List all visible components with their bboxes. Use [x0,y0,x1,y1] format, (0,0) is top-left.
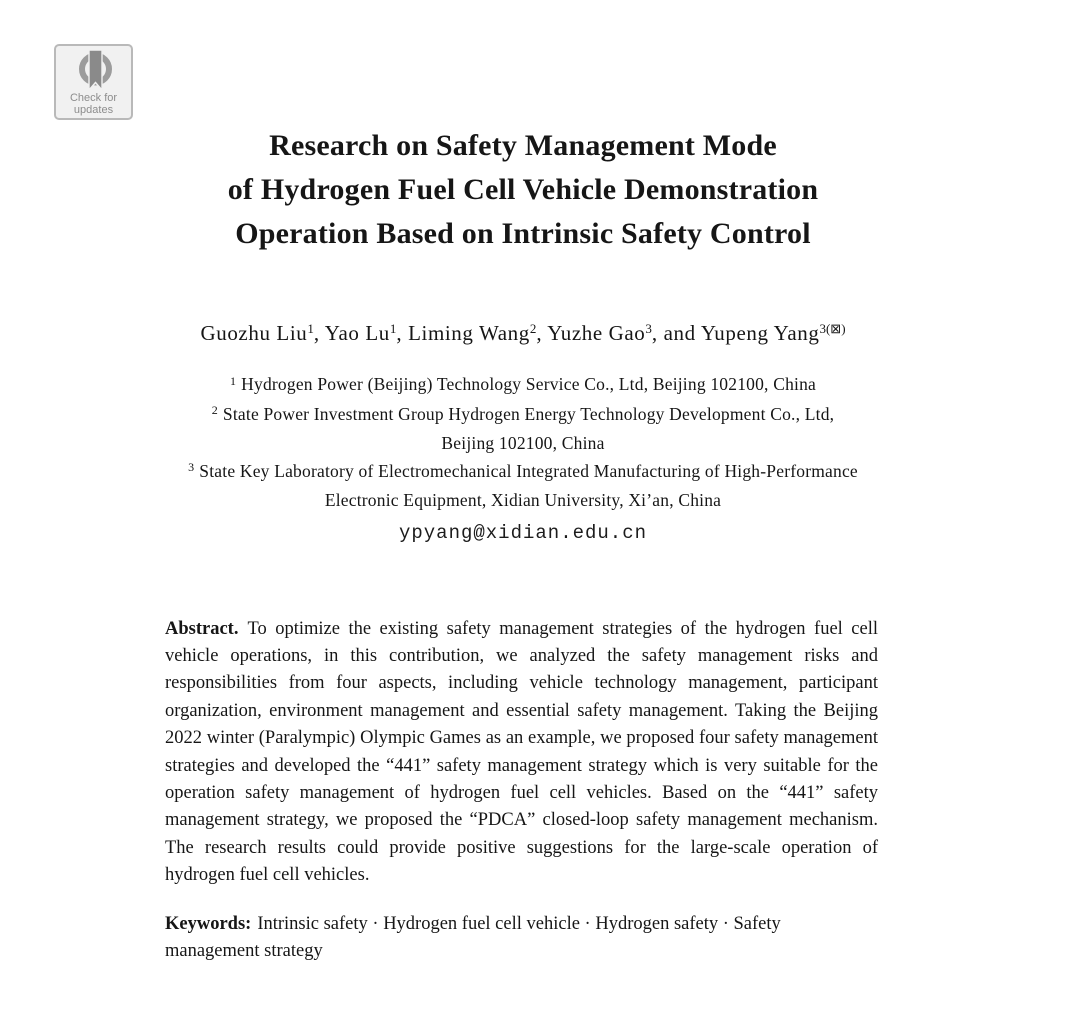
paper-title-line3: Operation Based on Intrinsic Safety Control [235,217,811,250]
author-name: Yuzhe Gao [547,321,646,345]
author-affiliation-sup: 3 [645,320,652,336]
paper-title-line2: of Hydrogen Fuel Cell Vehicle Demonstration [227,173,819,206]
abstract-paragraph [165,616,878,890]
keywords-paragraph [165,911,878,966]
keywords-label: Keywords: [165,913,252,934]
crossmark-label-line2: updates [73,104,114,116]
keywords-text: Intrinsic safety · Hydrogen fuel cell vehicle · Hydrogen safety · Safety management strategy [165,913,781,961]
author-separator: , and [651,321,701,345]
author-separator: , [313,321,325,345]
paper-title-line1: Research on Safety Management Mode [269,129,777,162]
author-separator: , [536,321,548,345]
affiliations-block [0,371,1046,515]
affiliation-text: State Key Laboratory of Electromechanical Integrated Manufacturing of High-Performance [199,460,858,481]
author-affiliation-sup: 1 [307,320,314,336]
affiliation-text: Hydrogen Power (Beijing) Technology Service Co., Ltd, Beijing 102100, China [241,374,817,394]
affiliation-text: Beijing 102100, China [441,433,605,453]
affiliation-sup-label: 2 [211,403,218,418]
author-name: Liming Wang [408,321,530,345]
paper-title [0,124,1046,256]
authors-line [0,319,1046,350]
affiliation-text: State Power Investment Group Hydrogen Energy Technology Development Co., Ltd, [222,403,835,424]
affiliation-sup-label: 1 [229,373,237,388]
envelope-corresponding-author-icon: (⊠) [825,320,846,336]
crossmark-label-line1: Check for [69,92,118,104]
author-name: Yupeng Yang [700,321,820,345]
author-affiliation-sup: 1 [389,320,397,336]
author-affiliation-sup: 3 [819,320,826,336]
affiliation-line [0,487,1046,515]
affiliation-line [0,401,1046,431]
author-name: Yao Lu [324,321,390,345]
author-separator: , [396,321,409,345]
affiliation-line [0,458,1046,488]
corresponding-author-email[interactable]: ypyang@xidian.edu.cn [398,521,648,544]
affiliation-text: Electronic Equipment, Xidian University, Xi’an, China [324,490,722,510]
affiliation-line [0,371,1046,401]
abstract-label: Abstract. [165,618,239,639]
affiliation-line [0,430,1046,458]
abstract-text: To optimize the existing safety management strategies of the hydrogen fuel cell vehicle operations, in this contribution, we analyzed the safety management risks and responsibilities from four aspects, including vehicle technology management, participant organization, environment management and essential safety management. Taking the Beijing 2022 winter (Paralympic) Olympic Games as an example, we proposed four safety management strategies and developed the “441” safety management strategy which is very suitable for the operation safety management of hydrogen fuel cell vehicles. Based on the “441” safety management strategy, we proposed the “PDCA” closed-loop safety management mechanism. The research results could provide positive suggestions for the large-scale operation of hydrogen fuel cell vehicles. [165,618,878,886]
author-name: Guozhu Liu [200,321,308,345]
author-affiliation-sup: 2 [529,320,537,336]
affiliation-sup-label: 3 [188,460,195,475]
